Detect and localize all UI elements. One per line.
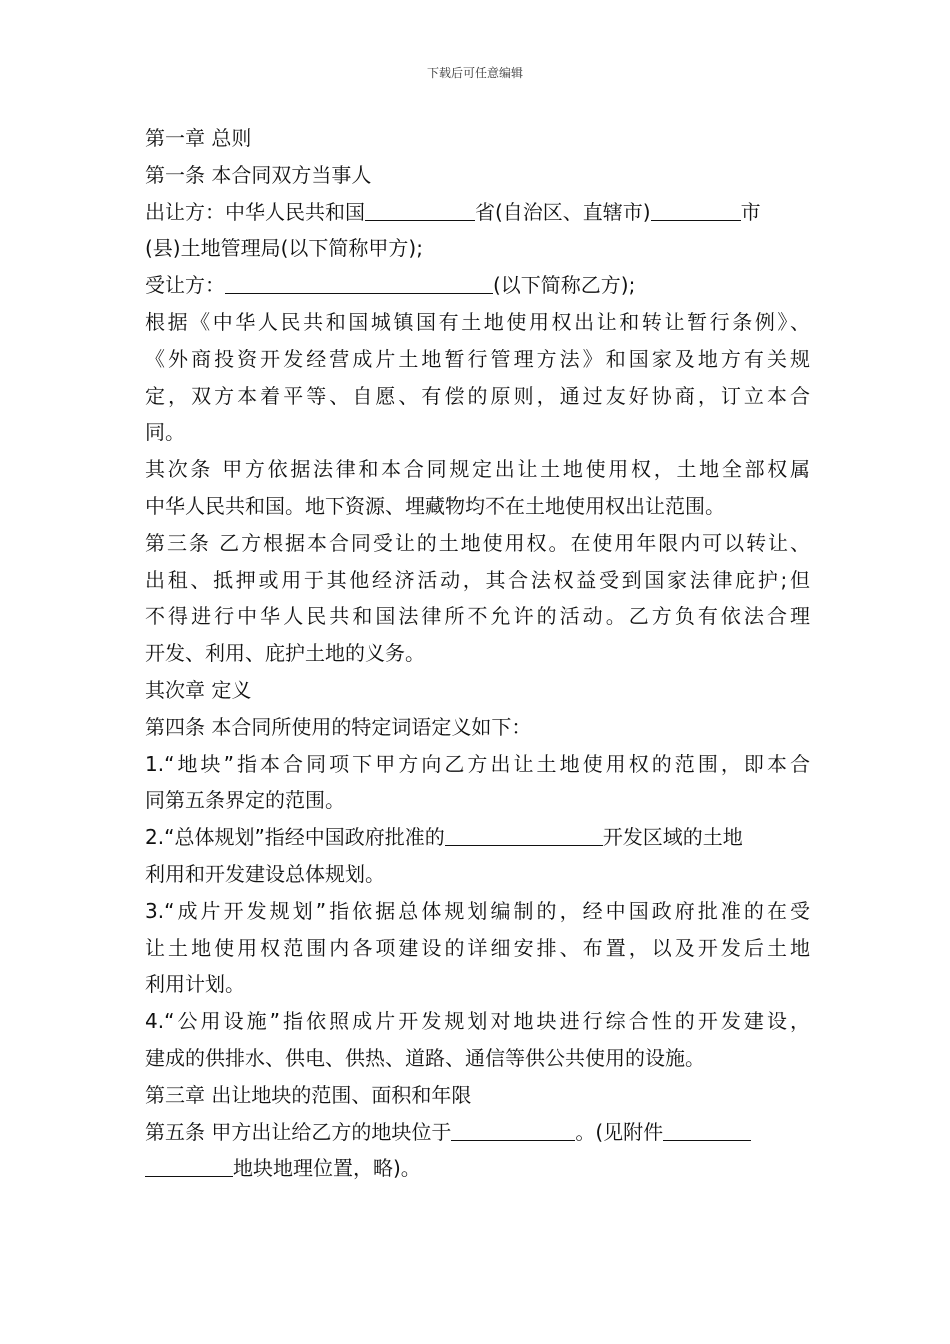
paragraph-line <box>145 194 810 231</box>
article-line: 第三条 乙方根据本合同受让的土地使用权。在使用年限内可以转让、 <box>145 530 810 555</box>
text-span: 第五条 甲方出让给乙方的地块位于 <box>145 1119 452 1144</box>
paragraph-line <box>145 267 810 304</box>
blank-field <box>451 1120 575 1141</box>
paragraph-line: 《外商投资开发经营成片土地暂行管理方法》和国家及地方有关规 <box>145 346 810 371</box>
blank-field <box>145 1156 233 1177</box>
text-span: 。(见附件 <box>575 1119 664 1144</box>
article-line <box>145 1114 810 1151</box>
article-heading: 第四条 本合同所使用的特定词语定义如下： <box>145 714 532 739</box>
paragraph-line: 同。 <box>145 420 185 445</box>
definition-line: 3.“成片开发规划”指依据总体规划编制的，经中国政府批准的在受 <box>145 898 810 923</box>
article-line: 其次条 甲方依据法律和本合同规定出让土地使用权，土地全部权属 <box>145 457 810 482</box>
chapter-heading: 其次章 定义 <box>145 677 252 702</box>
paragraph-line: 中华人民共和国。地下资源、埋藏物均不在土地使用权出让范围。 <box>145 493 725 518</box>
paragraph-line: 让土地使用权范围内各项建设的详细安排、布置，以及开发后土地 <box>145 935 810 960</box>
definition-line: 1.“地块”指本合同项下甲方向乙方出让土地使用权的范围，即本合 <box>145 751 810 776</box>
text-span: 出让方：中华人民共和国 <box>145 199 365 224</box>
paragraph-line: 根据《中华人民共和国城镇国有土地使用权出让和转让暂行条例》、 <box>145 309 810 334</box>
blank-field <box>445 825 603 846</box>
chapter-heading: 第一章 总则 <box>145 126 252 150</box>
paragraph-line: 同第五条界定的范围。 <box>145 788 345 813</box>
definition-line: 4.“公用设施”指依照成片开发规划对地块进行综合性的开发建设， <box>145 1009 810 1034</box>
paragraph-line: 建成的供排水、供电、供热、道路、通信等供公共使用的设施。 <box>145 1045 705 1070</box>
text-span: 开发区域的土地 <box>602 825 743 850</box>
blank-field <box>225 273 493 294</box>
page-header: 下载后可任意编辑 <box>426 66 523 80</box>
text-span: 省(自治区、直辖市) <box>475 199 651 224</box>
paragraph-line: 不得进行中华人民共和国法律所不允许的活动。乙方负有依法合理 <box>145 604 810 629</box>
text-span: 受让方： <box>145 273 225 298</box>
document-body <box>145 120 810 1187</box>
text-span: (以下简称乙方); <box>493 273 636 298</box>
text-span: 市 <box>740 199 761 224</box>
article-heading: 第一条 本合同双方当事人 <box>145 162 372 187</box>
paragraph-line: (县)土地管理局(以下简称甲方); <box>145 236 423 261</box>
text-span: 地块地理位置，略)。 <box>233 1156 421 1181</box>
paragraph-line: 开发、利用、庇护土地的义务。 <box>145 641 425 666</box>
definition-line <box>145 819 810 856</box>
paragraph-line: 利用计划。 <box>145 972 245 997</box>
text-span: 2.“总体规划”指经中国政府批准的 <box>145 825 445 850</box>
paragraph-line <box>145 1150 810 1187</box>
paragraph-line: 出租、抵押或用于其他经济活动，其合法权益受到国家法律庇护;但 <box>145 567 810 592</box>
paragraph-line: 利用和开发建设总体规划。 <box>145 861 385 886</box>
paragraph-line: 定，双方本着平等、自愿、有偿的原则，通过友好协商，订立本合 <box>145 383 810 408</box>
blank-field <box>663 1120 751 1141</box>
blank-field <box>365 200 475 221</box>
chapter-heading: 第三章 出让地块的范围、面积和年限 <box>145 1082 472 1107</box>
blank-field <box>651 200 741 221</box>
